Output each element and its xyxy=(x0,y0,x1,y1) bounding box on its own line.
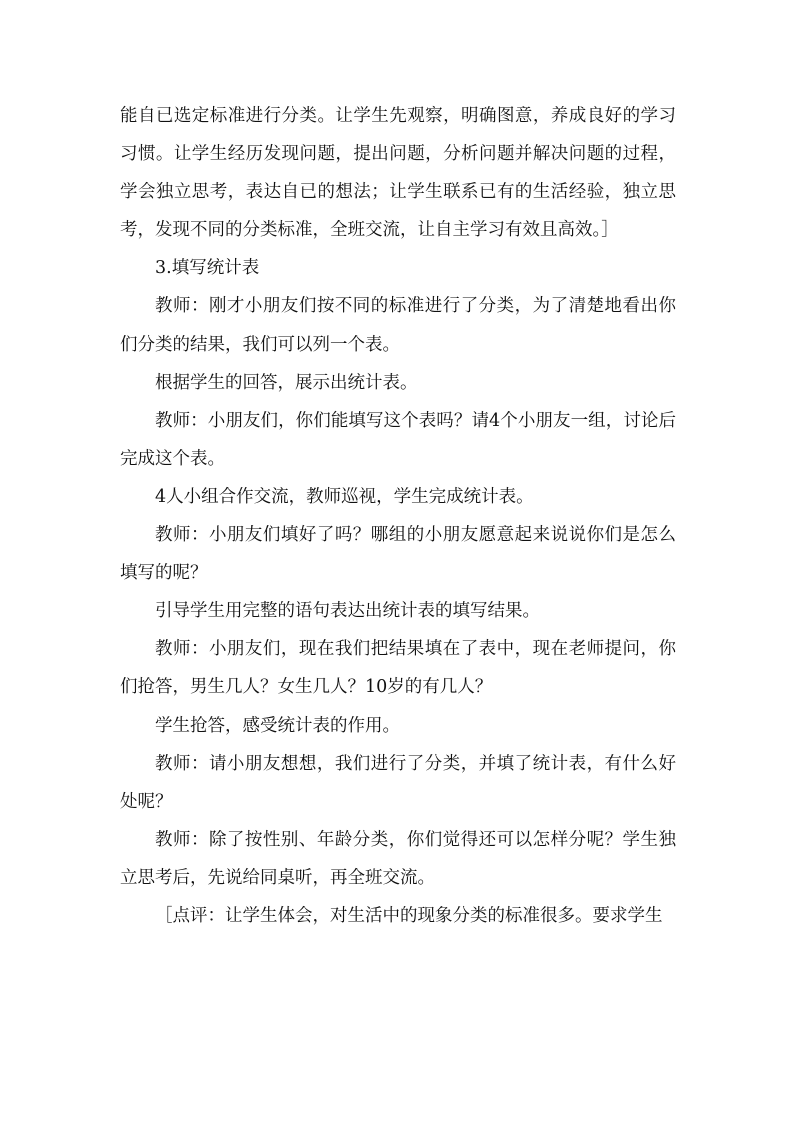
document-body xyxy=(120,97,676,935)
paragraph-group-work: 4人小组合作交流，教师巡视，学生完成统计表。 xyxy=(155,486,534,507)
paragraph-teacher-group-task: 教师：小朋友们，你们能填写这个表吗？请4个小朋友一组，讨论后完成这个表。 xyxy=(120,410,676,469)
paragraph-teacher-quiz: 教师：小朋友们，现在我们把结果填在了表中，现在老师提问，你们抢答，男生几人？女生几人？10岁的有几人？ xyxy=(120,639,676,698)
paragraph-teacher-list-table: 教师：刚才小朋友们按不同的标准进行了分类，为了清楚地看出你们分类的结果，我们可以列一个表。 xyxy=(120,296,676,355)
section-heading-fill-statistics-table: 3.填写统计表 xyxy=(155,258,260,279)
paragraph-guide-expression: 引导学生用完整的语句表达出统计表的填写结果。 xyxy=(155,601,540,622)
paragraph-continued-commentary: 能自已选定标准进行分类。让学生先观察，明确图意，养成良好的学习习惯。让学生经历发现问题，提出问题，分析问题并解决问题的过程，学会独立思考，表达自已的想法；让学生联系已有的生活经验，独立思考，发现不同的分类标准，全班交流，让自主学习有效且高效。］ xyxy=(120,106,676,241)
paragraph-teacher-benefits: 教师：请小朋友想想，我们进行了分类，并填了统计表，有什么好处呢？ xyxy=(120,753,676,812)
paragraph-show-table: 根据学生的回答，展示出统计表。 xyxy=(155,372,418,393)
paragraph-commentary-start: ［点评：让学生体会，对生活中的现象分类的标准很多。要求学生 xyxy=(155,905,663,926)
paragraph-teacher-other-classification: 教师：除了按性别、年龄分类，你们觉得还可以怎样分呢？学生独立思考后，先说给同桌听，再全班交流。 xyxy=(120,829,676,888)
paragraph-teacher-ask-results: 教师：小朋友们填好了吗？哪组的小朋友愿意起来说说你们是怎么填写的呢？ xyxy=(120,525,676,584)
paragraph-student-answer: 学生抢答，感受统计表的作用。 xyxy=(155,715,400,736)
